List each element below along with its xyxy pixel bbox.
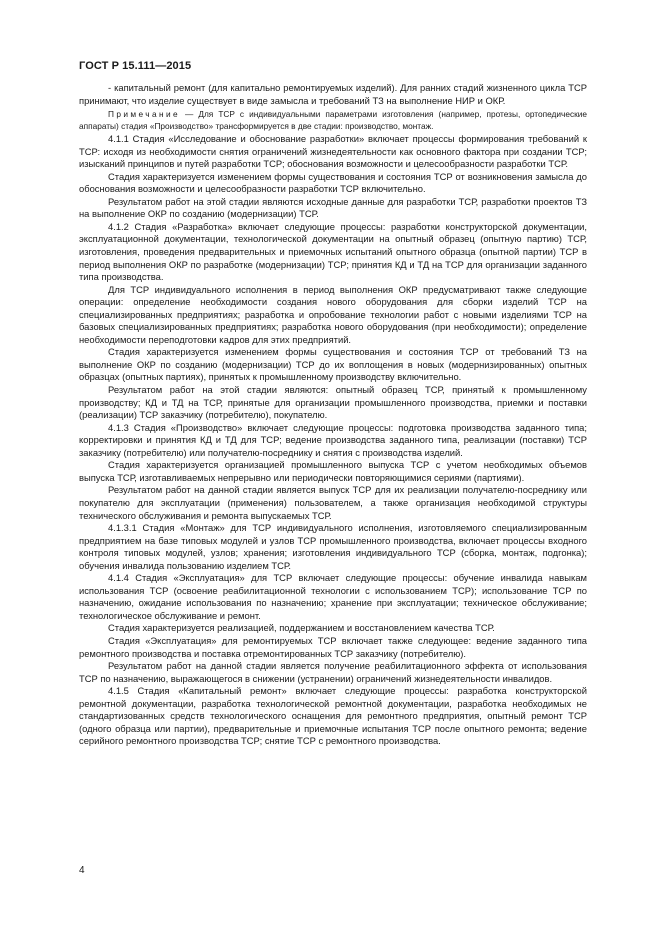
paragraph-4-1-1: 4.1.1 Стадия «Исследование и обоснование разработки» включает процессы формирования требований к ТСР: исходя из необходимости снятия ограничений жизнедеятельности как основного фактора при создании ТСР; изысканий принципов и путей разработки ТСР; обоснования возможности и целесообразности разработки ТСР. — [79, 133, 587, 170]
paragraph: Стадия характеризуется реализацией, поддержанием и восстановлением качества ТСР. — [108, 622, 495, 634]
paragraph-4-1-3: 4.1.3 Стадия «Производство» включает следующие процессы: подготовка производства заданного типа; корректировки и принятия КД и ТД для ТСР; ведение производства заданного типа, реализации (поставки) ТСР заказчику (потребителю) или получателю-посреднику и снятия с производства изделий. — [79, 421, 587, 458]
document-body — [79, 82, 587, 748]
standard-designation: ГОСТ Р 15.111—2015 — [79, 60, 192, 72]
paragraph-4-1-3-1: 4.1.3.1 Стадия «Монтаж» для ТСР индивидуального исполнения, изготовляемого специализированным предприятием на базе типовых модулей и узлов ТСР промышленного производства, включает процессы входного контроля типовых модулей, узлов; хранения; изготовления индивидуального ТСР (сборка, монтаж, подгонка); обучения инвалида пользованию изделием ТСР. — [79, 522, 587, 571]
paragraph: Стадия характеризуется организацией промышленного выпуска ТСР с учетом необходимых объемов выпуска ТСР, изготавливаемых непрерывно или периодически повторяющимися сериями (партиями). — [79, 459, 587, 483]
note-text: — Для ТСР с индивидуальными параметрами изготовления (например, протезы, ортопедические аппараты) стадия «Производство» трансформируется в две стадии: производство, монтаж. — [79, 109, 587, 131]
paragraph-4-1-5: 4.1.5 Стадия «Капитальный ремонт» включает следующие процессы: разработка конструкторской ремонтной документации, разработка технологической ремонтной документации, разработка необходимых не стандартизованных средств технологического оснащения для ремонтного предприятия, опытный ремонт ТСР (одного образца или партии), предварительные и приемочные испытания ТСР после опытного ремонта; ведение серийного ремонтного производства ТСР; снятие ТСР с ремонтного производства. — [79, 685, 587, 747]
paragraph: Стадия «Эксплуатация» для ремонтируемых ТСР включает также следующее: ведение заданного типа ремонтного производства и поставка отремонтированных ТСР заказчику (потребителю). — [79, 634, 587, 659]
page-number: 4 — [79, 865, 85, 876]
paragraph-4-1-2: 4.1.2 Стадия «Разработка» включает следующие процессы: разработки конструкторской документации, эксплуатационной документации, технологической документации на опытный образец (опытную партию) ТСР, изготовления, проведения предварительных и приемочных испытаний опытного образца (опытной партии) ТСР в период выполнения ОКР по разработке (модернизации) ТСР; принятия КД и ТД на ТСР для организации заданного типа производства. — [79, 220, 587, 283]
note-label: Примечание — [108, 109, 181, 120]
paragraph: Результатом работ на этой стадии являются: опытный образец ТСР, принятый к промышленному производству; КД и ТД на ТСР, принятые для организации промышленного производства, приемки и поставки (реализации) ТСР заказчику (потребителю), покупателю. — [79, 384, 587, 421]
paragraph: Стадия характеризуется изменением формы существования и состояния ТСР от требований ТЗ на выполнение ОКР по созданию (модернизации) ТСР до их воплощения в новых (модернизированных) опытных образцах (опытных партиях), принятых к промышленному производству включительно. — [79, 346, 587, 383]
paragraph-repair-item: - капитальный ремонт (для капитально ремонтируемых изделий). Для ранних стадий жизненного цикла ТСР принимают, что изделие существует в виде замысла и требований ТЗ на выполнение НИР и ОКР. — [79, 82, 587, 106]
note — [79, 109, 587, 132]
paragraph-4-1-4: 4.1.4 Стадия «Эксплуатация» для ТСР включает следующие процессы: обучение инвалида навыкам использования ТСР (освоение реабилитационной технологии с использованием ТСР); использование ТСР по назначению, ожидание использования по назначению; хранение при эксплуатации; техническое обслуживание; технологическое обслуживание и ремонт. — [79, 572, 587, 621]
paragraph: Для ТСР индивидуального исполнения в период выполнения ОКР предусматривают также следующие операции: определение необходимости создания нового оборудования для сборки изделий ТСР на специализированных предприятиях; разработка и опробование технологии работ с новыми изделиями ТСР на базовых специализированных предприятиях; разработка нового оборудования (при необходимости); определение необходимости переподготовки кадров для этих предприятий. — [79, 283, 587, 345]
paragraph: Стадия характеризуется изменением формы существования и состояния ТСР от возникновения замысла до обоснования возможности и целесообразности разработки ТСР включительно. — [79, 170, 587, 195]
paragraph: Результатом работ на данной стадии является получение реабилитационного эффекта от использования ТСР по назначению, выражающегося в снижении (устранении) ограничений жизнедеятельности инвалидов. — [79, 660, 587, 684]
paragraph: Результатом работ на данной стадии является выпуск ТСР для их реализации получателю-посреднику или покупателю для эксплуатации (применения) пользователем, а также организация необходимой структуры технического обслуживания и ремонта выпускаемых ТСР. — [79, 484, 587, 521]
paragraph: Результатом работ на этой стадии являются исходные данные для разработки ТСР, разработки проектов ТЗ на выполнение ОКР по созданию (модернизации) ТСР. — [79, 195, 587, 220]
